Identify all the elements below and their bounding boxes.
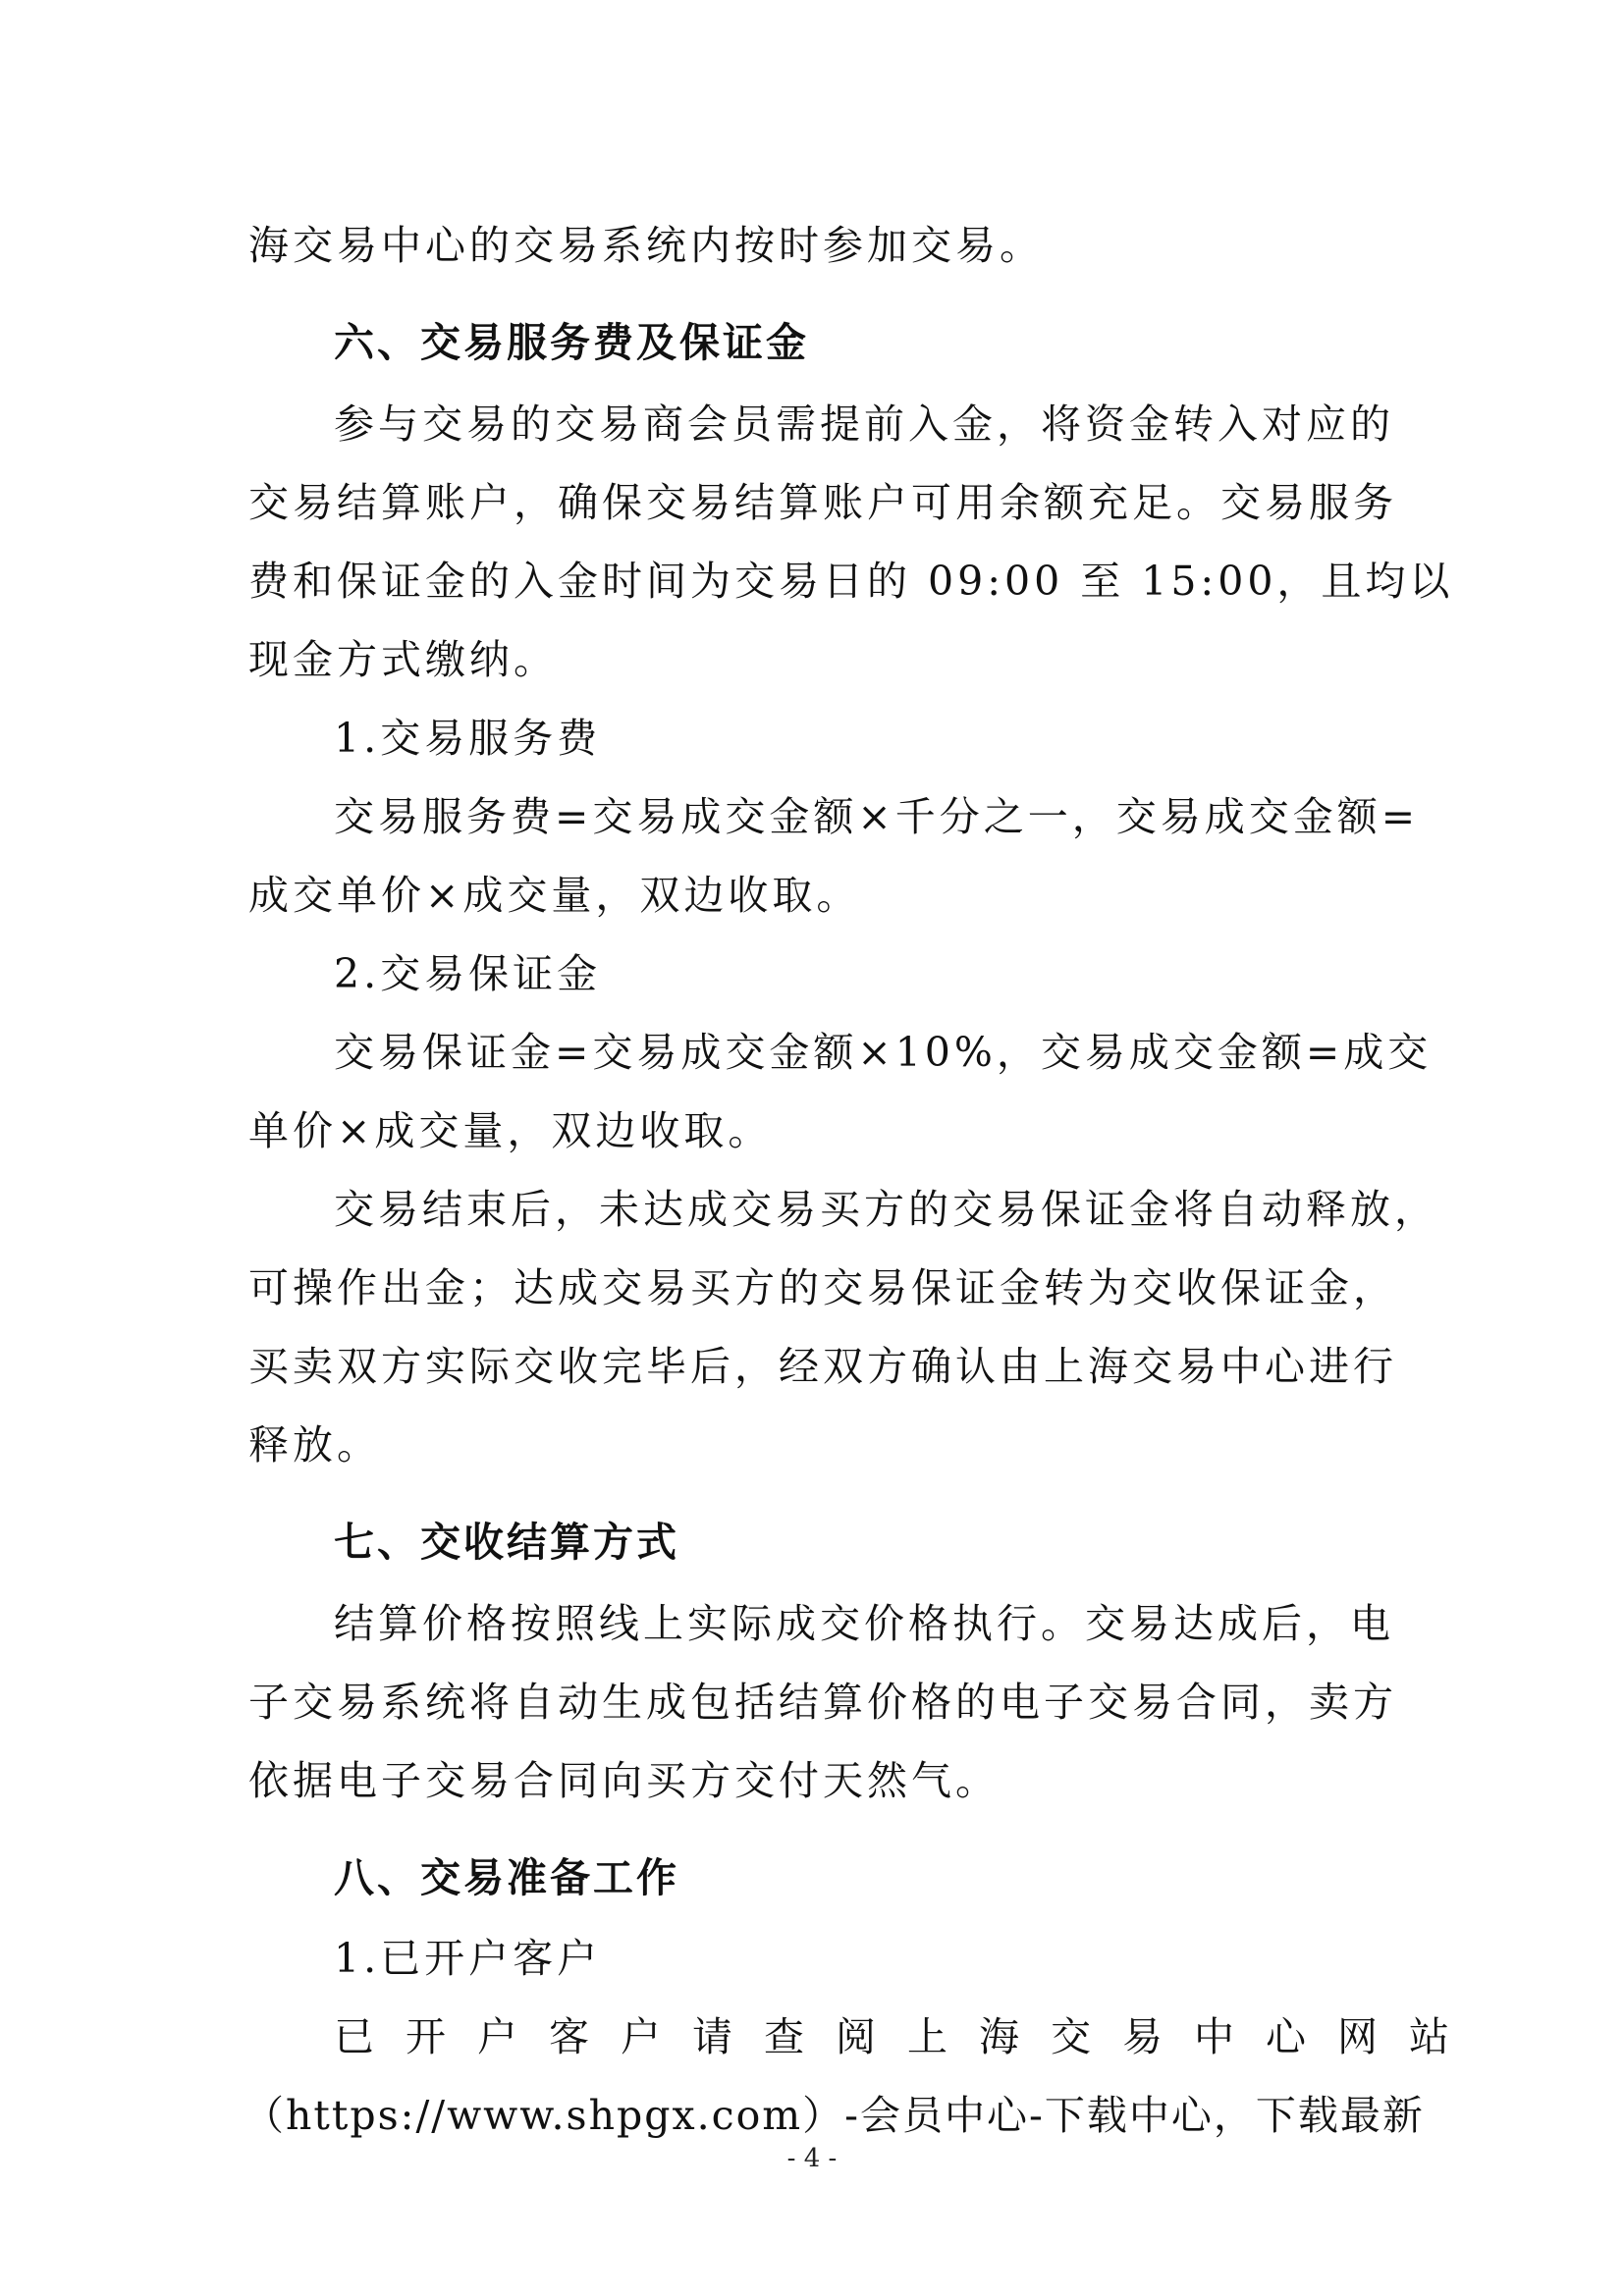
paragraph-line: 买卖双方实际交收完毕后，经双方确认由上海交易中心进行	[248, 1343, 1397, 1390]
paragraph-line: 费和保证金的入金时间为交易日的 09:00 至 15:00，且均以	[248, 558, 1454, 605]
paragraph-line: 依据电子交易合同向买方交付天然气。	[248, 1757, 1000, 1804]
paragraph-line: 海交易中心的交易系统内按时参加交易。	[248, 222, 1044, 269]
paragraph-line: 子交易系统将自动生成包括结算价格的电子交易合同，卖方	[248, 1679, 1397, 1726]
paragraph-line: 现金方式缴纳。	[248, 636, 558, 683]
paragraph-line: 已开户客户请查阅上海交易中心网站	[334, 2013, 1481, 2060]
subheading-service-fee: 1.交易服务费	[334, 715, 602, 762]
paragraph-line: 交易结算账户，确保交易结算账户可用余额充足。交易服务	[248, 479, 1397, 526]
page-number: - 4 -	[786, 2144, 838, 2173]
paragraph-line: 结算价格按照线上实际成交价格执行。交易达成后，电	[334, 1600, 1394, 1647]
section-heading-6: 六、交易服务费及保证金	[334, 319, 809, 366]
paragraph-line: 交易结束后，未达成交易买方的交易保证金将自动释放，	[334, 1186, 1438, 1233]
paragraph-line: 释放。	[248, 1421, 381, 1468]
subheading-margin: 2.交易保证金	[334, 950, 602, 997]
paragraph-line: 可操作出金；达成交易买方的交易保证金转为交收保证金，	[248, 1264, 1397, 1311]
paragraph-line: 成交单价×成交量，双边收取。	[248, 872, 861, 919]
paragraph-line: 交易服务费=交易成交金额×千分之一，交易成交金额=	[334, 793, 1420, 840]
paragraph-line: 交易保证金=交易成交金额×10%，交易成交金额=成交	[334, 1029, 1433, 1076]
section-heading-8: 八、交易准备工作	[334, 1854, 679, 1901]
paragraph-line: 参与交易的交易商会员需提前入金，将资金转入对应的	[334, 400, 1394, 448]
paragraph-line: 单价×成交量，双边收取。	[248, 1107, 773, 1154]
section-heading-7: 七、交收结算方式	[334, 1519, 679, 1566]
subheading-opened-accounts: 1.已开户客户	[334, 1935, 602, 1982]
paragraph-line: （https://www.shpgx.com）-会员中心-下载中心，下载最新	[244, 2092, 1425, 2139]
